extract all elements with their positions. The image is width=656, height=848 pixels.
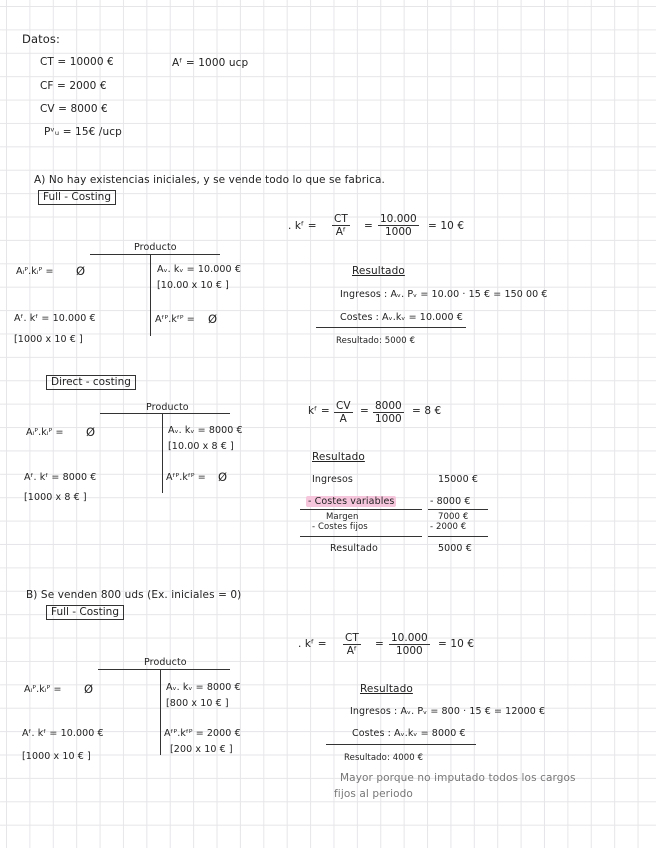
b-full-note2: fijos al periodo [334,788,413,800]
a-direct-t-r1b: [10.00 x 8 € ] [168,441,234,452]
a-full-k-num: CT [334,213,348,225]
a-direct-t-vline [162,413,163,493]
datos-ct: CT = 10000 € [40,56,114,68]
a-full-t-r1: Aᵥ. kᵥ = 10.000 € [157,264,241,275]
a-direct-k-res: = 8 € [412,405,442,417]
a-direct-t-l1: Aᵢᴾ.kᵢᴾ = [26,427,64,438]
a-direct-k-eq: = [360,405,369,417]
a-direct-t-l1v: Ø [86,425,96,439]
section-b-heading: B) Se venden 800 uds (Ex. iniciales = 0) [26,589,242,601]
b-full-note1: Mayor porque no imputado todos los cargos [340,772,576,784]
b-full-r-cost: Costes : Aᵥ.kᵥ = 8000 € [352,728,466,739]
datos-cv: CV = 8000 € [40,103,108,115]
a-direct-r-cv-label: - Costes variables [308,496,395,507]
a-direct-r-cv [306,496,396,508]
datos-cf: CF = 2000 € [40,80,107,92]
b-full-r-line [326,744,476,745]
a-direct-r-res: Resultado [330,543,378,554]
b-full-t-r1b: [800 x 10 € ] [166,698,229,709]
full-costing-box-b: Full - Costing [46,605,124,620]
datos-title: Datos: [22,32,60,46]
b-full-t-l2b: [1000 x 10 € ] [22,751,91,762]
a-full-t-vline [150,254,151,336]
a-direct-r-ing-v: 15000 € [438,474,478,485]
b-full-k-den2: 1000 [396,645,423,657]
a-direct-r-marg: Margen [326,512,359,522]
a-full-k-eq: = [364,220,373,232]
a-full-t-r1b: [10.00 x 10 € ] [157,280,229,291]
a-direct-k-num2: 8000 [375,400,402,412]
a-full-k-lhs: . kᶠ = [288,220,317,232]
section-a-heading: A) No hay existencias iniciales, y se vende todo lo que se fabrica. [34,174,385,186]
b-full-k-lhs: . kᶠ = [298,638,327,650]
datos-af: Aᶠ = 1000 ucp [172,57,249,69]
a-direct-k-den2: 1000 [375,413,402,425]
a-full-r-line [316,327,466,328]
a-direct-t-hline [100,413,230,414]
a-full-t-title: Producto [134,242,177,253]
a-direct-r-line1b [428,509,488,510]
a-full-k-res: = 10 € [428,220,465,232]
b-full-t-l1v: Ø [84,682,94,696]
b-full-t-vline [160,669,161,755]
b-full-t-r2b: [200 x 10 € ] [170,744,233,755]
b-full-t-l2: Aᶠ. kᶠ = 10.000 € [22,728,104,739]
a-full-r-ing: Ingresos : Aᵥ. Pᵥ = 10.00 · 15 € = 150 00 € [340,289,548,300]
datos-pv: Pᵛᵤ = 15€ /ucp [44,126,122,138]
a-direct-r-res-v: 5000 € [438,543,472,554]
a-full-k-num2: 10.000 [380,213,417,225]
b-full-k-num: CT [345,632,359,644]
a-full-r-res: Resultado: 5000 € [336,336,416,346]
a-direct-r-title: Resultado [312,451,365,463]
a-direct-r-line2 [300,536,422,537]
b-full-k-num2: 10.000 [391,632,428,644]
a-full-t-l1: Aᵢᴾ.kᵢᴾ = [16,266,54,277]
b-full-t-r2: Aᶠᴾ.kᶠᴾ = 2000 € [164,728,241,739]
b-full-k-res: = 10 € [438,638,475,650]
direct-costing-box: Direct - costing [46,375,136,390]
b-full-t-r1: Aᵥ. kᵥ = 8000 € [166,682,241,693]
b-full-k-den: Aᶠ [346,645,358,657]
a-full-k-frac2 [378,213,419,238]
a-full-k-den2: 1000 [385,226,412,238]
a-direct-k-num: CV [336,400,351,412]
b-full-r-ing: Ingresos : Aᵥ. Pᵥ = 800 · 15 € = 12000 € [350,706,546,717]
a-full-t-hline [90,254,220,255]
a-full-k-den: Aᶠ [335,226,347,238]
a-direct-t-r1: Aᵥ. kᵥ = 8000 € [168,425,243,436]
b-full-t-hline [98,669,230,670]
b-full-t-title: Producto [144,657,187,668]
a-direct-k-frac2 [373,400,404,425]
a-direct-t-r2: Aᶠᴾ.kᶠᴾ = [166,472,206,483]
a-direct-r-cf: - Costes fijos [312,522,368,532]
a-direct-r-marg-v: 7000 € [438,512,469,522]
a-full-t-l2b: [1000 x 10 € ] [14,334,83,345]
a-full-k-frac [332,213,350,238]
a-direct-t-r2v: Ø [218,470,228,484]
a-full-r-cost: Costes : Aᵥ.kᵥ = 10.000 € [340,312,463,323]
a-direct-k-frac [334,400,353,425]
a-direct-r-cf-v: - 2000 € [430,522,467,532]
a-full-t-l2: Aᶠ. kᶠ = 10.000 € [14,313,96,324]
b-full-r-title: Resultado [360,683,413,695]
a-direct-t-title: Producto [146,402,189,413]
b-full-k-frac [343,632,361,657]
a-direct-k-den: A [339,413,347,425]
b-full-t-l1: Aᵢᴾ.kᵢᴾ = [24,684,62,695]
a-direct-r-line1 [300,509,422,510]
a-full-t-r2v: Ø [208,312,218,326]
a-direct-r-cv-v: - 8000 € [430,496,471,507]
a-direct-k-lhs: kᶠ = [308,405,330,417]
a-direct-t-l2b: [1000 x 8 € ] [24,492,87,503]
a-full-r-title: Resultado [352,265,405,277]
b-full-k-eq: = [375,638,384,650]
full-costing-box-a: Full - Costing [38,190,116,205]
a-direct-t-l2: Aᶠ. kᶠ = 8000 € [24,472,97,483]
b-full-k-frac2 [389,632,430,657]
a-direct-r-ing: Ingresos [312,474,353,485]
b-full-r-res: Resultado: 4000 € [344,753,424,763]
a-direct-r-line2b [428,536,488,537]
a-full-t-l1v: Ø [76,264,86,278]
a-full-t-r2: Aᶠᴾ.kᶠᴾ = [155,314,195,325]
